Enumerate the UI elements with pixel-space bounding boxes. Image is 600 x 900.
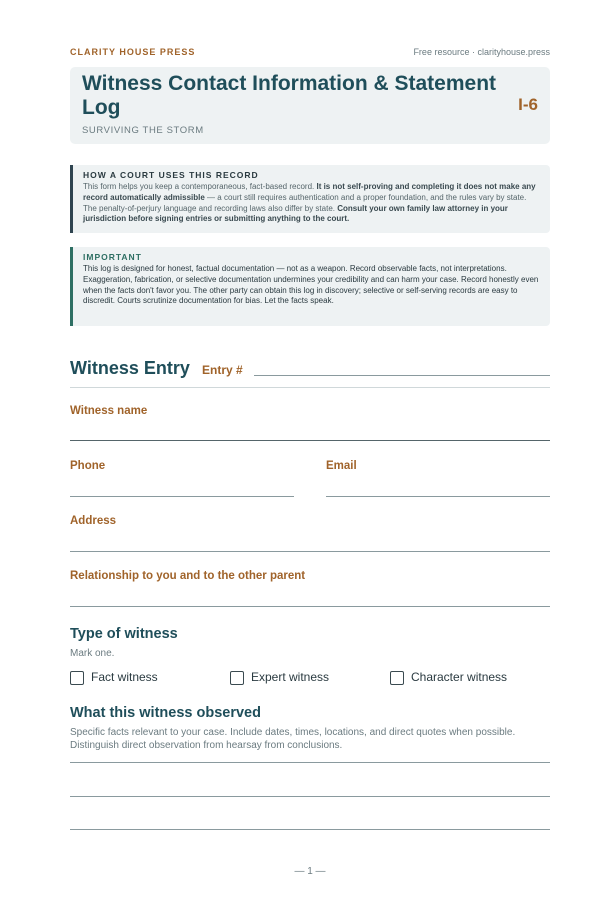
- publisher-name: CLARITY HOUSE PRESS: [70, 47, 196, 57]
- relationship-label: Relationship to you and to the other parent: [70, 570, 306, 582]
- section-divider: [70, 387, 550, 388]
- resource-note: Free resource · clarityhouse.press: [413, 47, 550, 57]
- expert-witness-checkbox[interactable]: [230, 671, 244, 685]
- observed-line-3[interactable]: [70, 829, 550, 830]
- page-number: — 1 —: [294, 866, 326, 877]
- form-title: Witness Contact Information & Statement Log: [82, 72, 497, 119]
- fact-witness-label: Fact witness: [91, 670, 158, 684]
- phone-label: Phone: [70, 460, 106, 472]
- court-notice-heading: HOW A COURT USES THIS RECORD: [83, 170, 259, 180]
- email-field[interactable]: [326, 496, 550, 497]
- character-witness-label: Character witness: [411, 670, 508, 684]
- court-notice-body: [83, 182, 540, 225]
- address-field[interactable]: [70, 551, 550, 552]
- character-witness-checkbox[interactable]: [390, 671, 404, 685]
- court-notice-bold-1: It is not self-proving and completing it does not make any record automatically admissible: [83, 182, 536, 202]
- observed-line-1[interactable]: [70, 762, 550, 763]
- entry-number-label: Entry #: [202, 363, 243, 377]
- series-subtitle: SURVIVING THE STORM: [82, 125, 204, 136]
- observed-heading: What this witness observed: [70, 705, 261, 721]
- witness-entry-heading: Witness Entry: [70, 358, 190, 378]
- court-notice-text-1: This form helps you keep a contemporaneous, fact-based record.: [83, 182, 317, 191]
- relationship-field[interactable]: [70, 606, 550, 607]
- important-notice-body: This log is designed for honest, factual documentation — not as a weapon. Record observable facts, not interpretations. Exaggeration, fabrication, or selective documentation undermines your credibility and can harm your case. Record honestly even when the facts don't favor you. The other party can obtain this log in discovery; selective or self-serving records are easy to discredit. Courts scrutinize documentation for bias. Let the facts speak.: [83, 264, 539, 306]
- fact-witness-checkbox[interactable]: [70, 671, 84, 685]
- title-box: [70, 67, 550, 144]
- page-header: [70, 47, 550, 61]
- important-notice-heading: IMPORTANT: [83, 252, 142, 262]
- phone-field[interactable]: [70, 496, 294, 497]
- expert-witness-label: Expert witness: [251, 670, 330, 684]
- form-code: I-6: [518, 95, 538, 114]
- court-notice-bold-2: Consult your own family law attorney in your jurisdiction before signing entries or submitting anything to the court.: [83, 203, 508, 224]
- witness-name-field[interactable]: [70, 440, 550, 441]
- court-notice-text-2: — a court still requires authentication and a proper foundation, and the rules vary by state. The penalty-of-perjury language and recording laws also differ by state.: [83, 192, 527, 213]
- address-label: Address: [70, 515, 117, 527]
- observed-hint: Specific facts relevant to your case. Include dates, times, locations, and direct quotes when possible. Distinguish direct observation from hearsay from conclusions.: [70, 727, 516, 751]
- email-label: Email: [326, 460, 357, 472]
- court-use-notice: [70, 165, 550, 233]
- witness-type-hint: Mark one.: [70, 648, 115, 659]
- important-notice: [70, 247, 550, 326]
- witness-type-heading: Type of witness: [70, 626, 178, 642]
- witness-name-label: Witness name: [70, 405, 148, 417]
- entry-number-field[interactable]: [254, 375, 550, 376]
- observed-line-2[interactable]: [70, 796, 550, 797]
